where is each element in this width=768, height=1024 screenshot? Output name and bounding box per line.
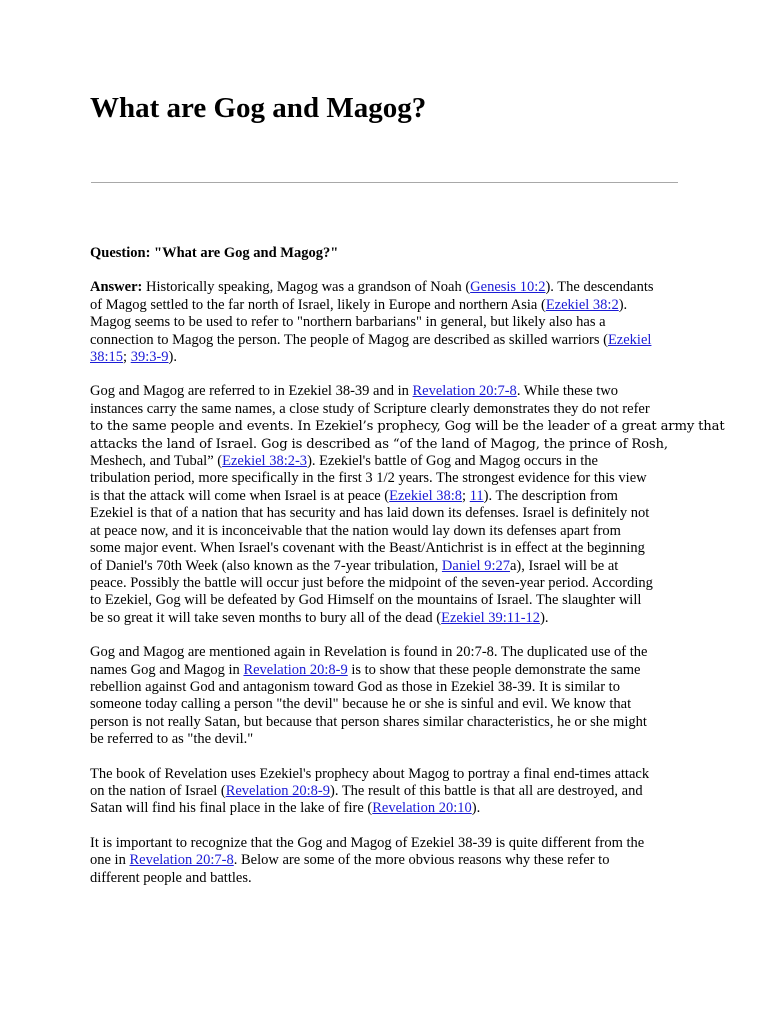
scripture-link-ezekiel-38-15[interactable]: Ezekiel <box>607 331 652 348</box>
scripture-link-revelation-20-7-8[interactable]: Revelation 20:7-8 <box>412 383 517 400</box>
scripture-link-ezekiel-39-11-12[interactable]: Ezekiel 39:11-12 <box>441 609 541 626</box>
text-line: peace. Possibly the battle will occur just before the midpoint of the seven-year period. According <box>90 574 653 591</box>
text-line: be referred to as "the devil." <box>90 731 254 748</box>
answer-paragraph-3 <box>90 644 690 748</box>
title-divider <box>91 182 678 183</box>
text-line: be so great it will take seven months to bury all of the dead (Ezekiel 39:11-12). <box>90 609 549 626</box>
text-line: tribulation period, more specifically in the first 3 1/2 years. The strongest evidence for this view <box>90 470 647 487</box>
scripture-link-ezekiel-38-15-cont[interactable]: 38:15 <box>90 349 124 366</box>
scripture-link-revelation-20-8-9[interactable]: Revelation 20:8-9 <box>243 661 348 678</box>
answer-paragraph-5 <box>90 835 690 887</box>
text-line: to the same people and events. In Ezekiel’s prophecy, Gog will be the leader of a great army that <box>90 419 725 435</box>
text-line: instances carry the same names, a close study of Scripture clearly demonstrates they do not refer <box>90 400 650 417</box>
text-line: names Gog and Magog in Revelation 20:8-9 is to show that these people demonstrate the same <box>90 661 641 678</box>
question-text: Question: "What are Gog and Magog?" <box>90 245 339 261</box>
scripture-link-daniel-9-27[interactable]: Daniel 9:27 <box>441 557 510 574</box>
text-line: Gog and Magog are referred to in Ezekiel 38-39 and in Revelation 20:7-8. While these two <box>90 383 619 400</box>
scripture-link-ezekiel-38-2-3[interactable]: Ezekiel 38:2-3 <box>222 453 308 470</box>
text-line: of Magog settled to the far north of Israel, likely in Europe and northern Asia (Ezekiel 38:2). <box>90 296 628 313</box>
text-line: rebellion against God and antagonism toward God as those in Ezekiel 38-39. It is similar to <box>90 678 620 695</box>
text-line: It is important to recognize that the Gog and Magog of Ezekiel 38-39 is quite different from the <box>90 834 645 851</box>
text-line: Meshech, and Tubal” (Ezekiel 38:2-3). Ezekiel's battle of Gog and Magog occurs in the <box>90 453 598 470</box>
article-body <box>90 245 725 904</box>
scripture-link-revelation-20-7-8-b[interactable]: Revelation 20:7-8 <box>129 852 234 869</box>
answer-paragraph-1 <box>90 279 690 366</box>
text-line: is that the attack will come when Israel is at peace (Ezekiel 38:8; 11). The description from <box>90 487 618 504</box>
answer-paragraph-4 <box>90 766 690 818</box>
text-line: to Ezekiel, Gog will be defeated by God Himself on the mountains of Israel. The slaughter will <box>90 592 642 609</box>
text-line: someone today calling a person "the devil" because he or she is sinful and evil. We know that <box>90 696 632 713</box>
scripture-link-ezekiel-38-2[interactable]: Ezekiel 38:2 <box>545 296 619 313</box>
text-line: attacks the land of Israel. Gog is described as “of the land of Magog, the prince of Rosh, <box>90 436 668 452</box>
text-line: different people and battles. <box>90 869 252 886</box>
text-line: Ezekiel is that of a nation that has security and has laid down its defenses. Israel is definitely not <box>90 505 650 522</box>
scripture-link-ezekiel-38-8[interactable]: Ezekiel 38:8 <box>389 487 463 504</box>
scripture-link-revelation-20-10[interactable]: Revelation 20:10 <box>372 800 472 817</box>
text-line: Gog and Magog are mentioned again in Revelation is found in 20:7-8. The duplicated use of the <box>90 644 648 661</box>
text-line: connection to Magog the person. The people of Magog are described as skilled warriors (Ezekiel <box>90 331 652 348</box>
text-line: on the nation of Israel (Revelation 20:8-9). The result of this battle is that all are destroyed, and <box>90 782 643 799</box>
answer-label: Answer: <box>90 279 143 296</box>
text-line: person is not really Satan, but because that person shares similar characteristics, he or she might <box>90 713 647 730</box>
scripture-link-ezekiel-39-3-9[interactable]: 39:3-9 <box>130 349 169 366</box>
answer-paragraph-2 <box>90 383 725 627</box>
text-line: of Daniel's 70th Week (also known as the 7-year tribulation, Daniel 9:27a), Israel will be at <box>90 557 619 574</box>
scripture-link-revelation-20-8-9-b[interactable]: Revelation 20:8-9 <box>225 782 330 799</box>
text-line: Magog seems to be used to refer to "northern barbarians" in general, but likely also has a <box>90 314 606 331</box>
text-line: some major event. When Israel's covenant with the Beast/Antichrist is in effect at the beginning <box>90 540 645 557</box>
text-line: The book of Revelation uses Ezekiel's prophecy about Magog to portray a final end-times attack <box>90 765 650 782</box>
page-title: What are Gog and Magog? <box>90 92 427 124</box>
text-line: Answer: Historically speaking, Magog was a grandson of Noah (Genesis 10:2). The descendants <box>90 279 654 296</box>
scripture-link-ezekiel-38-11[interactable]: 11 <box>469 487 484 504</box>
text-line: at peace now, and it is inconceivable that the nation would lay down its defenses apart from <box>90 522 621 539</box>
text-line: Satan will find his final place in the lake of fire (Revelation 20:10). <box>90 800 481 817</box>
text-line: 38:15; 39:3-9). <box>90 349 178 366</box>
scripture-link-genesis-10-2[interactable]: Genesis 10:2 <box>470 279 546 296</box>
question-paragraph <box>90 245 690 262</box>
text-line: one in Revelation 20:7-8. Below are some of the more obvious reasons why these refer to <box>90 852 610 869</box>
